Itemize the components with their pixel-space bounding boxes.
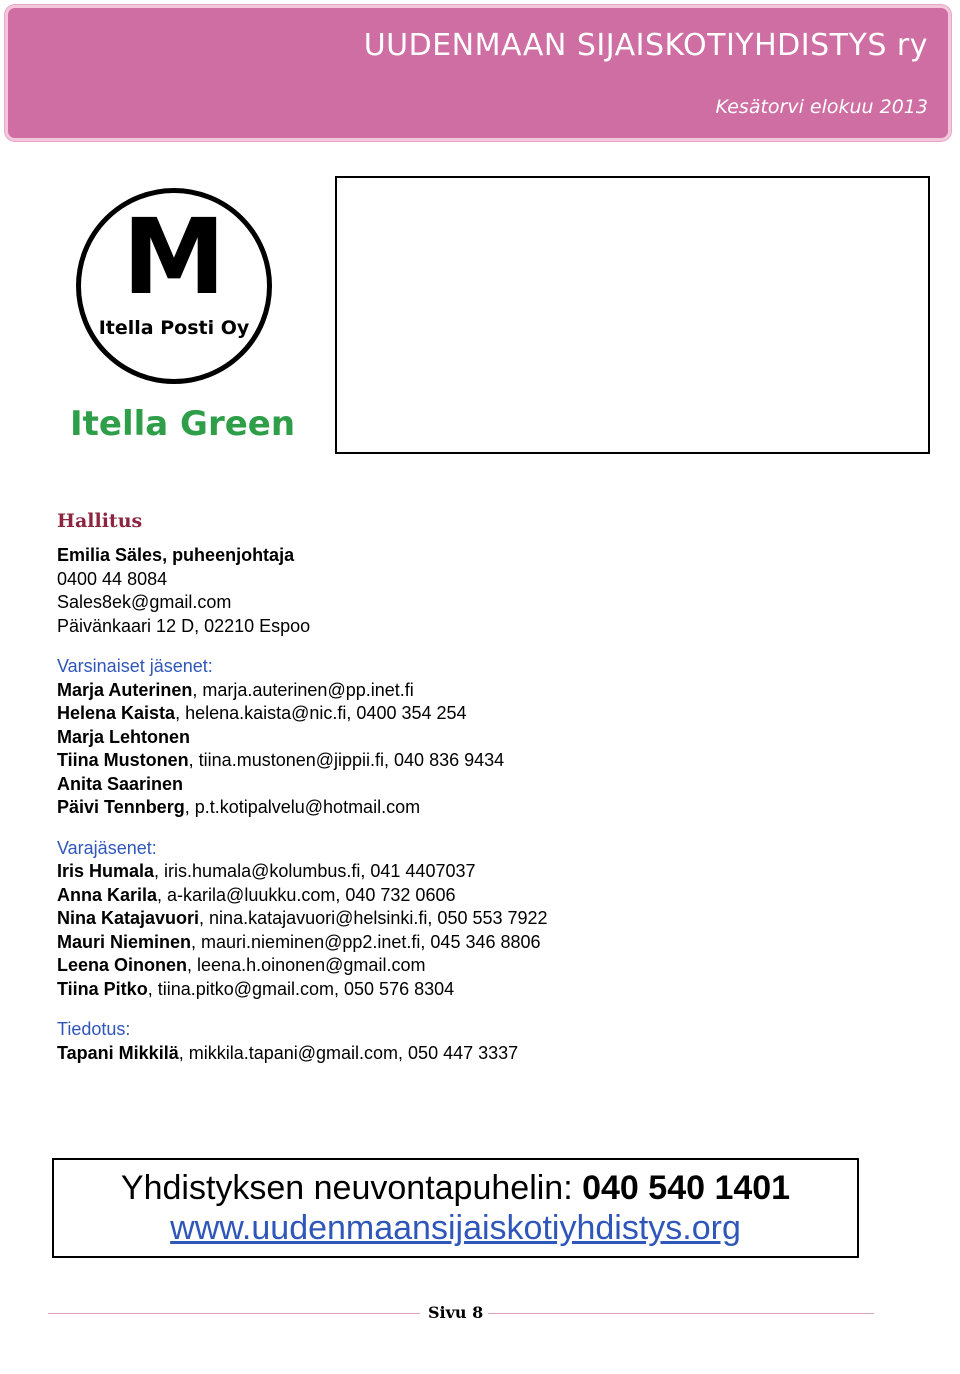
list-item <box>57 1042 917 1066</box>
list-item <box>57 726 917 750</box>
members-heading: Varsinaiset jäsenet: <box>57 656 213 676</box>
image-placeholder-box <box>335 176 930 454</box>
list-item <box>57 907 917 931</box>
deputy-details: , a-karila@luukku.com, 040 732 0606 <box>157 884 456 905</box>
info-details: , mikkila.tapani@gmail.com, 050 447 3337 <box>178 1042 519 1063</box>
logo-letter: M <box>122 196 226 318</box>
list-item <box>57 931 917 955</box>
deputy-details: , nina.katajavuori@helsinki.fi, 050 553 7922 <box>199 908 548 928</box>
chair-phone: 0400 44 8084 <box>57 568 168 589</box>
info-name: Tapani Mikkilä <box>57 1042 179 1063</box>
list-item <box>57 860 917 884</box>
helpline <box>54 1168 857 1208</box>
member-details: , p.t.kotipalvelu@hotmail.com <box>184 797 421 817</box>
deputies-heading: Varajäsenet: <box>57 837 157 858</box>
itella-logo <box>76 188 272 384</box>
logo-company-name: Itella Posti Oy <box>98 317 250 339</box>
list-item <box>57 884 917 908</box>
list-item <box>57 679 917 703</box>
member-details: , marja.auterinen@pp.inet.fi <box>192 679 414 700</box>
organization-title: UUDENMAAN SIJAISKOTIYHDISTYS ry <box>363 28 928 63</box>
member-details: , tiina.mustonen@jippii.fi, 040 836 9434 <box>188 750 505 770</box>
board-section <box>57 510 917 1065</box>
deputy-details: , tiina.pitko@gmail.com, 050 576 8304 <box>147 978 455 999</box>
member-name: Marja Lehtonen <box>57 726 191 747</box>
page-number: Sivu 8 <box>428 1303 484 1322</box>
itella-green-label: Itella Green <box>70 404 296 444</box>
member-name: Anita Saarinen <box>57 773 184 794</box>
list-item <box>57 796 917 820</box>
member-name: Helena Kaista <box>57 703 176 723</box>
info-heading: Tiedotus: <box>57 1019 131 1039</box>
chair-email[interactable]: Sales8ek@gmail.com <box>57 592 232 612</box>
list-item <box>57 954 917 978</box>
footer-divider-right <box>488 1313 874 1314</box>
member-name: Päivi Tennberg <box>57 797 185 817</box>
deputy-name: Nina Katajavuori <box>57 908 200 928</box>
contact-box <box>52 1158 859 1258</box>
chair-address: Päivänkaari 12 D, 02210 Espoo <box>57 615 311 636</box>
deputy-name: Tiina Pitko <box>57 978 148 999</box>
helpline-number: 040 540 1401 <box>582 1169 791 1207</box>
member-name: Tiina Mustonen <box>57 750 189 770</box>
deputy-name: Mauri Nieminen <box>57 931 192 952</box>
member-name: Marja Auterinen <box>57 679 193 700</box>
helpline-label: Yhdistyksen neuvontapuhelin: <box>120 1169 583 1207</box>
issue-subtitle: Kesätorvi elokuu 2013 <box>715 96 928 118</box>
list-item <box>57 702 917 726</box>
footer-divider-left <box>48 1313 420 1314</box>
section-title: Hallitus <box>57 510 143 532</box>
deputy-details: , mauri.nieminen@pp2.inet.fi, 045 346 8806 <box>191 931 541 952</box>
list-item <box>57 773 917 797</box>
website-link[interactable]: www.uudenmaansijaiskotiyhdistys.org <box>170 1209 741 1247</box>
deputy-name: Iris Humala <box>57 861 155 881</box>
page-header <box>5 5 951 141</box>
deputy-details: , leena.h.oinonen@gmail.com <box>187 955 426 975</box>
list-item <box>57 978 917 1002</box>
deputy-name: Anna Karila <box>57 884 158 905</box>
member-details: , helena.kaista@nic.fi, 0400 354 254 <box>175 703 467 723</box>
list-item <box>57 749 917 773</box>
deputy-details: , iris.humala@kolumbus.fi, 041 4407037 <box>154 861 476 881</box>
deputy-name: Leena Oinonen <box>57 955 188 975</box>
chair-name: Emilia Säles, puheenjohtaja <box>57 545 295 565</box>
